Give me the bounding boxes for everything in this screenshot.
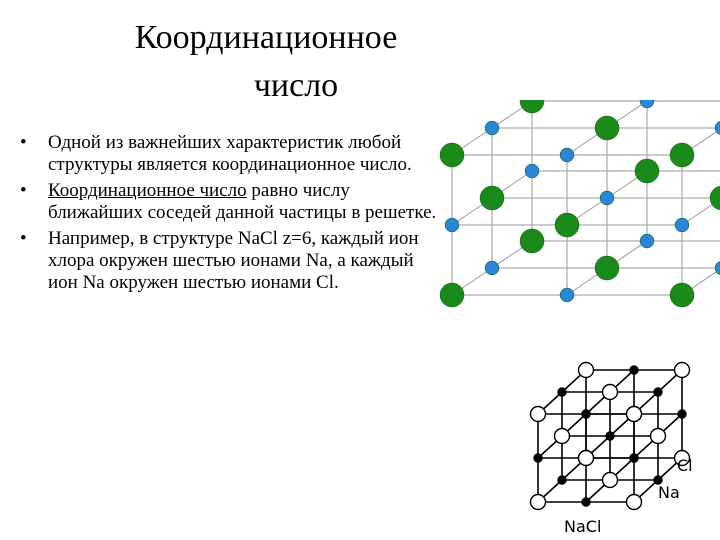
large-ion-icon: [670, 143, 694, 167]
bullet-underlined-term: Координационное число: [48, 180, 247, 201]
large-ion-icon: [579, 363, 594, 378]
large-ion-icon: [627, 495, 642, 510]
large-ion-icon: [440, 283, 464, 307]
large-ion-icon: [670, 283, 694, 307]
small-ion-icon: [675, 218, 689, 232]
small-ion-icon: [485, 261, 499, 275]
large-ion-icon: [555, 213, 579, 237]
small-ion-icon: [640, 100, 654, 108]
small-ion-icon: [560, 148, 574, 162]
bullet-item: [18, 228, 438, 294]
small-ion-icon: [558, 388, 566, 396]
bullet-text: Например, в структуре NaCl z=6, каждый ион хлора окружен шестью ионами Na, а каждый ион Na окружен шестью ионами Cl.: [48, 228, 419, 293]
small-ion-icon: [558, 476, 566, 484]
small-ion-icon: [630, 366, 638, 374]
small-ion-icon: [606, 432, 614, 440]
large-ion-icon: [651, 429, 666, 444]
large-ion-icon: [675, 363, 690, 378]
bullet-list: [18, 132, 438, 298]
small-ion-icon: [582, 410, 590, 418]
lattice-ions: [440, 100, 720, 307]
small-ion-icon: [445, 218, 459, 232]
large-ion-icon: [595, 116, 619, 140]
title-line-2: число: [253, 67, 339, 104]
slide-title: [96, 14, 436, 110]
large-ion-icon: [520, 100, 544, 113]
large-ion-icon: [603, 473, 618, 488]
bullet-dot-icon: •: [20, 228, 27, 249]
bullet-item: [18, 132, 438, 176]
nacl-lattice-bw-diagram: [520, 360, 715, 538]
small-ion-icon: [678, 410, 686, 418]
large-ion-icon: [531, 407, 546, 422]
nacl-caption: NaCl: [564, 517, 602, 536]
bullet-dot-icon: •: [20, 132, 27, 153]
large-ion-icon: [531, 495, 546, 510]
large-ion-icon: [555, 429, 570, 444]
large-ion-icon: [603, 385, 618, 400]
large-ion-icon: [520, 229, 544, 253]
small-ion-icon: [485, 121, 499, 135]
small-ion-icon: [630, 454, 638, 462]
large-ion-icon: [627, 407, 642, 422]
bullet-dot-icon: •: [20, 180, 27, 201]
small-ion-icon: [654, 388, 662, 396]
small-ion-icon: [582, 498, 590, 506]
na-label: Na: [658, 483, 680, 502]
cl-label: Cl: [677, 456, 693, 475]
bullet-text: Одной из важнейших характеристик любой структуры является координационное число.: [48, 132, 412, 175]
small-ion-icon: [560, 288, 574, 302]
large-ion-icon: [480, 186, 504, 210]
large-ion-icon: [595, 256, 619, 280]
large-ion-icon: [710, 186, 720, 210]
nacl-lattice-color-diagram: [430, 100, 720, 360]
large-ion-icon: [579, 451, 594, 466]
large-ion-icon: [440, 143, 464, 167]
small-ion-icon: [640, 234, 654, 248]
small-ion-icon: [525, 164, 539, 178]
small-ion-icon: [600, 191, 614, 205]
bullet-item: [18, 180, 438, 224]
large-ion-icon: [635, 159, 659, 183]
bullet-text: равно числу ближайших соседей данной частицы в решетке.: [48, 180, 437, 223]
title-line-1: Координационное: [134, 19, 398, 56]
small-ion-icon: [715, 121, 720, 135]
small-ion-icon: [715, 261, 720, 275]
small-ion-icon: [534, 454, 542, 462]
